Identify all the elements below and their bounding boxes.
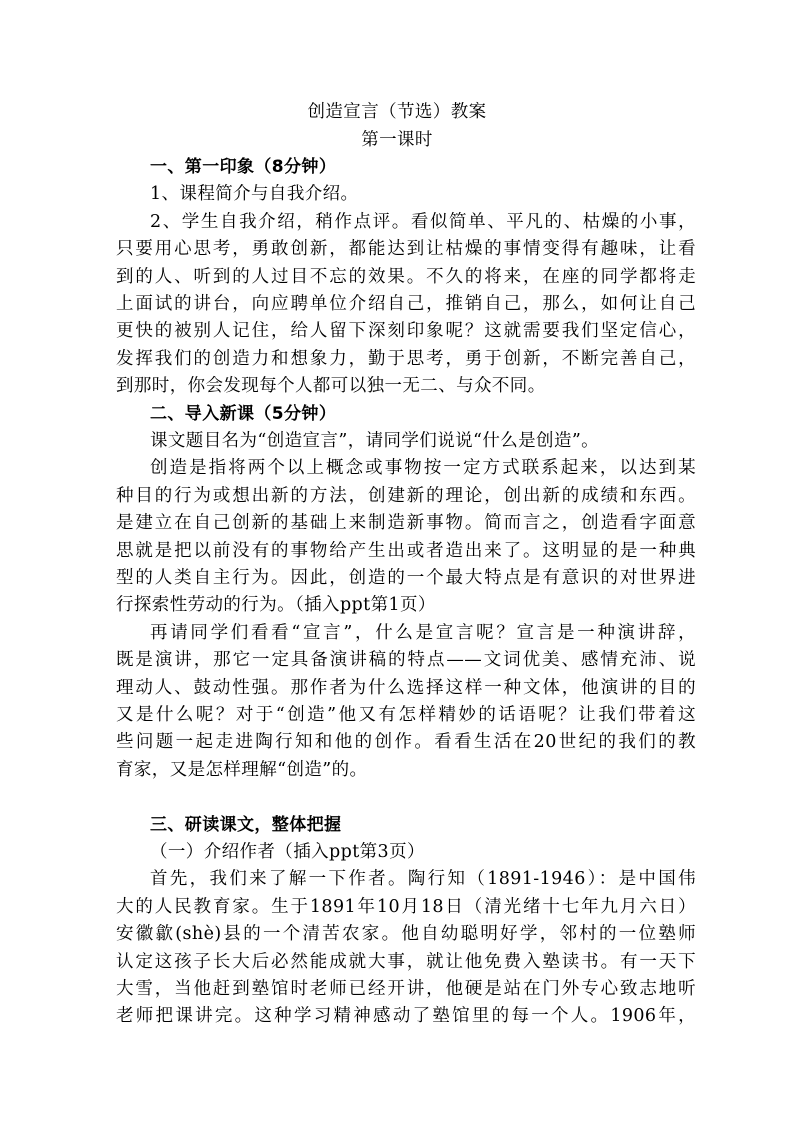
text-line: 1、课程简介与自我介绍。	[150, 184, 359, 205]
text-line: 创造是指将两个以上概念或事物按一定方式联系起来，以达到某	[150, 458, 696, 479]
text-line: 是建立在自己创新的基础上来制造新事物。简而言之，创造看字面意	[116, 513, 696, 534]
text-line: 认定这孩子长大后必然能成就大事，就让他免费入塾读书。有一天下	[116, 951, 696, 972]
text-line: 上面试的讲台，向应聘单位介绍自己，推销自己，那么，如何让自己	[116, 294, 696, 314]
text-line: 既是演讲，那它一定具备演讲稿的特点——文词优美、感情充沛、说	[116, 650, 696, 671]
text-line: 育家，又是怎样理解“创造”的。	[116, 759, 368, 780]
text-line: 又是什么呢？对于“创造”他又有怎样精妙的话语呢？让我们带着这	[116, 705, 696, 725]
text-line: 行探索性劳动的行为。（插入ppt第1页）	[116, 595, 436, 616]
text-line: 大雪，当他赶到塾馆时老师已经开讲，他硬是站在门外专心致志地听	[116, 979, 696, 999]
text-line: （一）介绍作者（插入ppt第3页）	[150, 842, 425, 862]
text-line: 更快的被别人记住，给人留下深刻印象呢？这就需要我们坚定信心，	[116, 321, 696, 342]
section-heading: 二、导入新课（5分钟）	[150, 403, 337, 424]
text-line: 再请同学们看看“宣言”，什么是宣言呢？宣言是一种演讲辞，	[150, 622, 696, 643]
text-line: 些问题一起走进陶行知和他的创作。看看生活在20世纪的我们的教	[116, 732, 696, 753]
text-line: 只要用心思考，勇敢创新，都能达到让枯燥的事情变得有趣味，让看	[116, 239, 696, 260]
text-line: 课文题目名为“创造宣言”，请同学们说说“什么是创造”。	[150, 431, 600, 451]
document-title: 创造宣言（节选）教案	[307, 102, 487, 122]
text-line: 安徽歙(shè)县的一个清苦农家。他自幼聪明好学，邻村的一位塾师	[116, 924, 696, 945]
text-line: 首先，我们来了解一下作者。陶行知（1891-1946）：是中国伟	[150, 869, 696, 890]
text-line: 2、学生自我介绍，稍作点评。看似简单、平凡的、枯燥的小事，	[150, 211, 696, 232]
text-line: 思就是把以前没有的事物给产生出或者造出来了。这明显的是一种典	[116, 540, 696, 561]
text-line: 老师把课讲完。这种学习精神感动了塾馆里的每一个人。1906年，	[116, 1006, 696, 1027]
text-line: 到那时，你会发现每个人都可以独一无二、与众不同。	[116, 376, 546, 397]
section-heading: 三、研读课文，整体把握	[150, 814, 342, 835]
section-heading: 一、第一印象（8分钟）	[150, 157, 337, 177]
text-line: 到的人、听到的人过目不忘的效果。不久的将来，在座的同学都将走	[116, 266, 696, 287]
text-line: 大的人民教育家。生于1891年10月18日（清光绪十七年九月六日）	[116, 896, 696, 917]
text-line: 发挥我们的创造力和想象力，勤于思考，勇于创新，不断完善自己，	[116, 348, 696, 369]
text-line: 种目的行为或想出新的方法，创建新的理论，创出新的成绩和东西。	[116, 485, 696, 506]
text-line: 理动人、鼓动性强。那作者为什么选择这样一种文体，他演讲的目的	[116, 677, 696, 698]
lesson-subtitle: 第一课时	[361, 130, 433, 150]
text-line: 型的人类自主行为。因此，创造的一个最大特点是有意识的对世界进	[116, 568, 696, 588]
